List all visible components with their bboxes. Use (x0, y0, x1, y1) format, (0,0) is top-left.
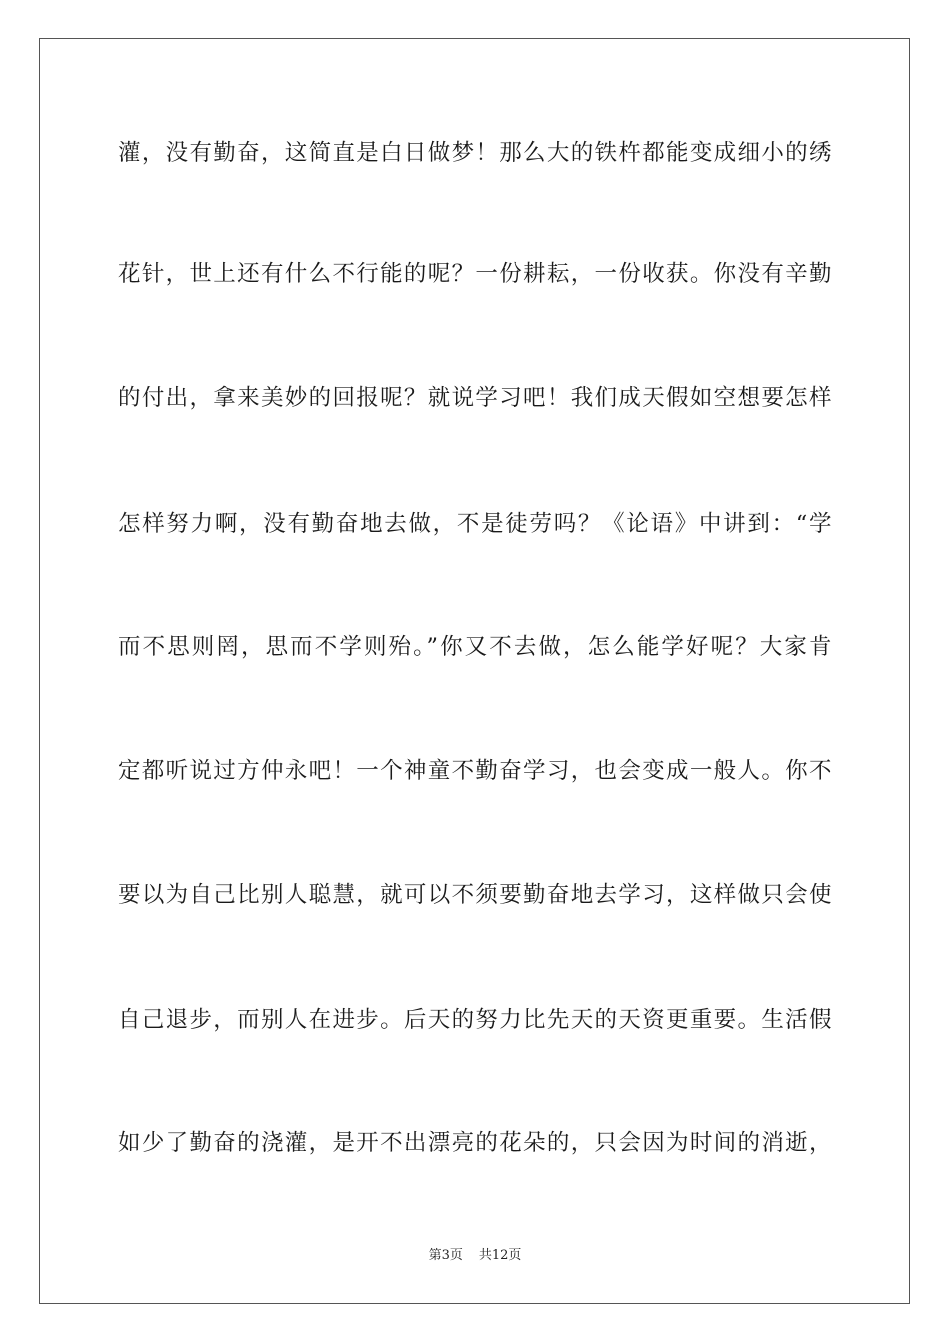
body-text-line: 自己退步，而别人在进步。后天的努力比先天的天资更重要。生活假 (118, 1007, 832, 1033)
page-border (39, 38, 910, 1304)
body-text-line: 花针，世上还有什么不行能的呢？一份耕耘，一份收获。你没有辛勤 (118, 261, 832, 287)
page-footer (0, 1247, 950, 1265)
page-number: 第3页 (428, 1248, 463, 1263)
body-text-line: 如少了勤奋的浇灌，是开不出漂亮的花朵的，只会因为时间的消逝， (118, 1130, 832, 1156)
body-text-line: 怎样努力啊，没有勤奋地去做，不是徒劳吗？《论语》中讲到：“学 (118, 511, 832, 537)
body-text-line: 定都听说过方仲永吧！一个神童不勤奋学习，也会变成一般人。你不 (118, 758, 832, 784)
page-total: 共12页 (478, 1248, 522, 1263)
body-text-line: 的付出，拿来美妙的回报呢？就说学习吧！我们成天假如空想要怎样 (118, 385, 832, 411)
body-text-line: 而不思则罔，思而不学则殆。”你又不去做，怎么能学好呢？大家肯 (118, 634, 832, 660)
body-text-line: 灌，没有勤奋，这简直是白日做梦！那么大的铁杵都能变成细小的绣 (118, 140, 832, 166)
body-text-line: 要以为自己比别人聪慧，就可以不须要勤奋地去学习，这样做只会使 (118, 882, 832, 908)
